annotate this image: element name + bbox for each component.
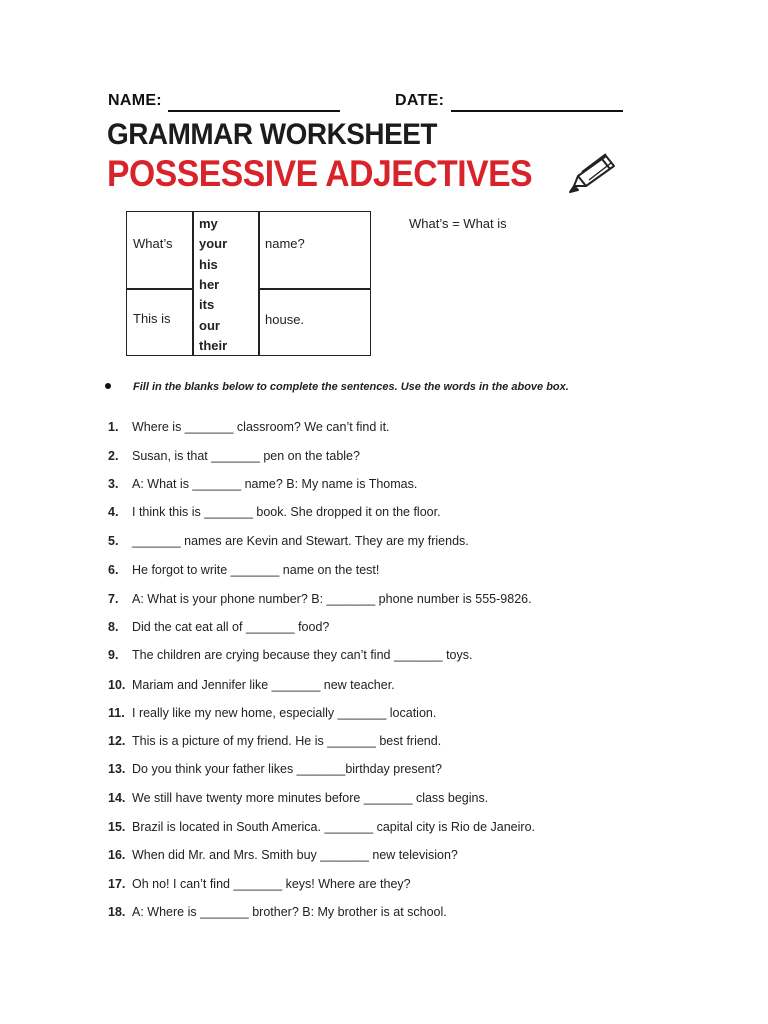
pronoun-item: our [199,318,220,333]
question-number: 8. [108,620,119,634]
question-number: 17. [108,877,126,891]
name-date-row [108,92,628,118]
question-number: 12. [108,734,126,748]
pronoun-item: his [199,257,218,272]
question-text: Mariam and Jennifer like _______ new teacher. [132,678,395,692]
question-number: 1. [108,420,119,434]
question-number: 11. [108,706,125,720]
question-text: Where is _______ classroom? We can’t find it. [132,420,390,434]
date-line [451,110,623,112]
worksheet-subtitle: POSSESSIVE ADJECTIVES [107,153,533,194]
question-number: 15. [108,820,126,834]
question-text: Did the cat eat all of _______ food? [132,620,330,634]
pencil-icon [566,150,622,194]
question-text: When did Mr. and Mrs. Smith buy _______ new television? [132,848,458,862]
table-cell-house: house. [265,312,305,327]
question-text: Do you think your father likes _______birthday present? [132,762,442,776]
instructions: Fill in the blanks below to complete the sentences. Use the words in the above box. [133,381,569,393]
question-text: A: What is your phone number? B: _______ phone number is 555-9826. [132,592,532,606]
table-cell-whats: What’s [133,236,173,251]
question-text: I think this is _______ book. She dropped it on the floor. [132,505,441,519]
question-text: He forgot to write _______ name on the test! [132,563,380,577]
question-number: 4. [108,505,119,519]
question-number: 5. [108,534,119,548]
question-number: 3. [108,477,119,491]
question-number: 9. [108,648,119,662]
question-text: _______ names are Kevin and Stewart. They are my friends. [132,534,469,548]
bullet-icon [105,383,111,389]
date-label: DATE: [395,92,445,109]
question-number: 6. [108,563,119,577]
table-divider [258,212,260,355]
question-text: A: Where is _______ brother? B: My brother is at school. [132,905,447,919]
table-divider [192,212,194,355]
question-text: A: What is _______ name? B: My name is Thomas. [132,477,418,491]
question-number: 10. [108,678,126,692]
question-number: 13. [108,762,126,776]
question-number: 16. [108,848,126,862]
question-text: Susan, is that _______ pen on the table? [132,449,360,463]
question-text: This is a picture of my friend. He is _______ best friend. [132,734,442,748]
question-text: We still have twenty more minutes before _______ class begins. [132,791,489,805]
table-divider [127,288,192,290]
question-number: 18. [108,905,126,919]
question-text: Brazil is located in South America. _______ capital city is Rio de Janeiro. [132,820,535,834]
pronoun-item: her [199,277,220,292]
question-text: The children are crying because they can’t find _______ toys. [132,648,473,662]
table-cell-name: name? [265,236,305,251]
name-label: NAME: [108,92,162,109]
question-number: 2. [108,449,119,463]
pronoun-item: my [199,216,218,231]
question-text: Oh no! I can’t find _______ keys! Where are they? [132,877,411,891]
worksheet-title: GRAMMAR WORKSHEET [107,118,437,151]
pronoun-item: their [199,338,228,353]
question-number: 7. [108,592,119,606]
table-divider [258,288,370,290]
question-number: 14. [108,791,126,805]
contraction-note: What’s = What is [409,216,507,231]
table-cell-this-is: This is [133,311,171,326]
pronoun-item: your [199,236,228,251]
question-text: I really like my new home, especially _______ location. [132,706,437,720]
pronoun-item: its [199,297,215,312]
name-line [168,110,340,112]
possessive-table [126,211,371,356]
